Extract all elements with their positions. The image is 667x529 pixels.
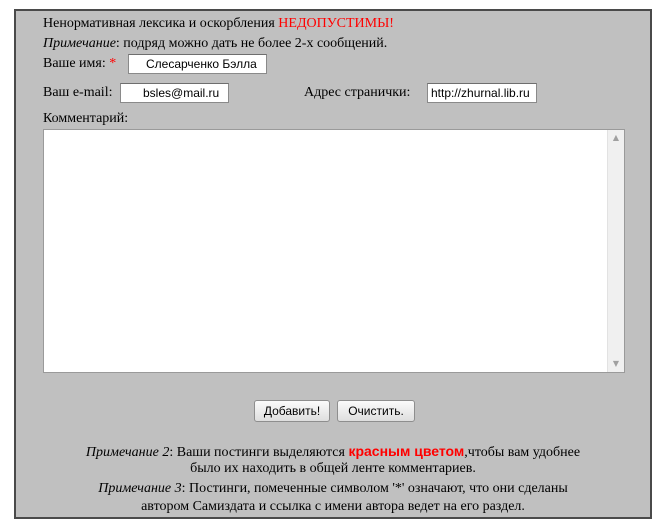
name-label: Ваше имя:	[43, 56, 106, 71]
warning-emphasis: НЕДОПУСТИМЫ!	[278, 16, 394, 31]
name-input[interactable]: Слесарченко Бэлла	[128, 54, 267, 74]
note2-line2: было их находить в общей ленте комментариев.	[190, 461, 476, 476]
warning-text: Ненормативная лексика и оскорбления	[43, 16, 279, 31]
email-input[interactable]: bsles@mail.ru	[120, 83, 229, 103]
note3-line1	[16, 480, 650, 498]
clear-button[interactable]: Очистить.	[337, 400, 415, 422]
comment-scrollbar[interactable]	[607, 130, 624, 372]
note3-line2: автором Самиздата и ссылка с имени автора ведет на его раздел.	[141, 499, 525, 514]
warning-line	[43, 15, 394, 33]
scroll-down-icon[interactable]: ▼	[612, 359, 620, 368]
comment-textarea[interactable]	[43, 129, 625, 373]
note1-text: : подряд можно дать не более 2-х сообщений.	[115, 36, 388, 51]
email-label: Ваш e-mail:	[43, 85, 113, 100]
note3-label: Примечание 3	[98, 481, 182, 496]
required-mark: *	[109, 56, 117, 71]
comment-form-panel	[14, 9, 652, 519]
note2-highlight: красным цветом	[348, 443, 465, 459]
name-label-row	[43, 55, 116, 73]
note1-line	[43, 35, 387, 53]
note2-text-before: : Ваши постинги выделяются	[169, 445, 349, 460]
note3-text: : Постинги, помеченные символом '*' означают, что они сделаны	[181, 481, 568, 496]
url-input[interactable]: http://zhurnal.lib.ru	[427, 83, 537, 103]
add-button[interactable]: Добавить!	[254, 400, 330, 422]
scroll-up-icon[interactable]: ▲	[612, 133, 620, 142]
url-label: Адрес странички:	[304, 85, 411, 100]
comment-label: Комментарий:	[43, 111, 129, 126]
note2-label: Примечание 2	[85, 445, 170, 460]
note2-text-after: ,чтобы вам удобнее	[464, 445, 581, 460]
note2-line1	[16, 442, 650, 462]
note1-label: Примечание	[43, 36, 116, 51]
